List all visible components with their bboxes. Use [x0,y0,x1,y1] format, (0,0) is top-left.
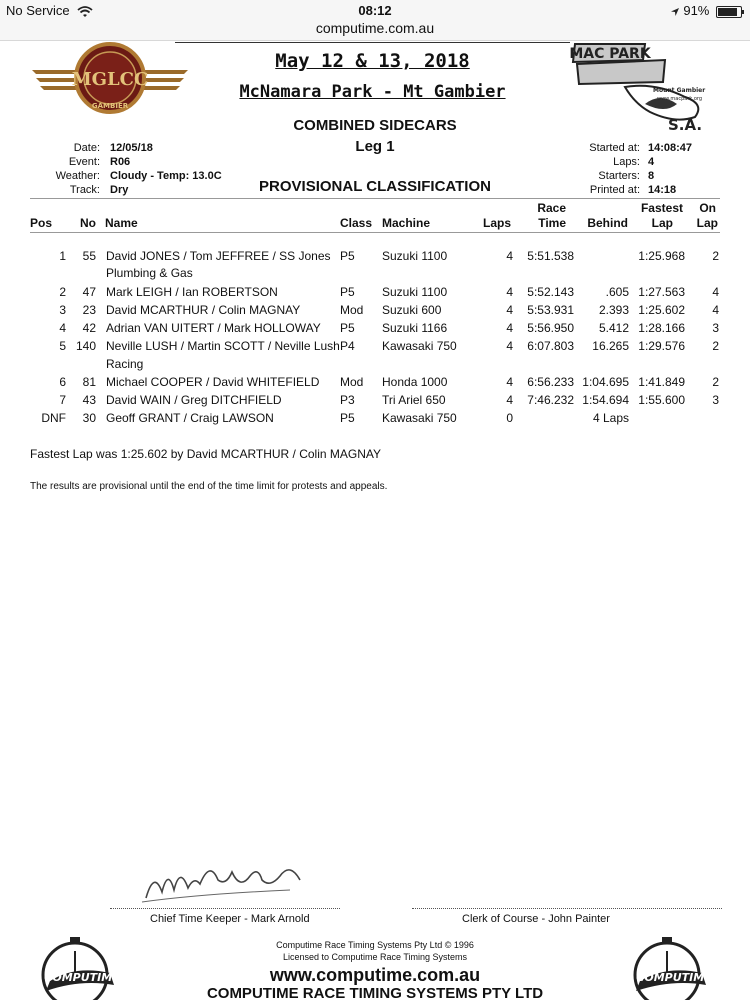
meta-value: 8 [648,170,655,182]
col-pos: Pos [30,216,53,230]
provisional-note: The results are provisional until the end of the time limit for protests and appeals. [30,481,388,492]
meta-label: Starters: [598,170,640,182]
svg-text:MGLCC: MGLCC [71,69,149,90]
cell-class: P4 [340,339,355,353]
col-on-top: On [699,201,716,215]
meta-value: 12/05/18 [110,142,153,154]
cell-name: Mark LEIGH / Ian ROBERTSON [106,285,278,299]
race-leg: Leg 1 [355,138,395,155]
copyright-text: Computime Race Timing Systems Pty Ltd © 1996 [276,940,474,950]
cell-no: 81 [82,375,96,389]
signature-line-left [110,908,340,909]
cell-laps: 4 [506,249,513,263]
cell-no: 43 [82,393,96,407]
meta-label: Printed at: [589,184,640,196]
cell-behind: 5.412 [598,321,629,335]
col-name: Name [105,216,138,230]
cell-on-lap: 2 [712,339,719,353]
cell-class: Mod [340,303,364,317]
event-date-title: May 12 & 13, 2018 [275,50,470,72]
col-race-top: Race [537,201,566,215]
mac-park-logo [565,42,725,132]
cell-machine: Kawasaki 750 [382,411,457,425]
meta-value: Cloudy - Temp: 13.0C [110,170,222,182]
cell-on-lap: 2 [712,249,719,263]
cell-race-time: 5:52.143 [527,285,574,299]
computime-logo-right [612,935,722,1000]
cell-class: P5 [340,285,355,299]
cell-race-time: 6:07.803 [527,339,574,353]
meta-value: 4 [648,156,655,168]
meta-label: Date: [73,142,100,154]
cell-laps: 4 [506,303,513,317]
cell-class: P3 [340,393,355,407]
fastest-lap-note: Fastest Lap was 1:25.602 by David MCARTHUR / Colin MAGNAY [30,447,382,461]
cell-pos: 3 [59,303,66,317]
svg-text:COMPUTIME: COMPUTIME [44,971,120,984]
meta-label: Event: [68,156,100,168]
cell-race-time: 5:56.950 [527,321,574,335]
cell-machine: Suzuki 1100 [382,285,448,299]
col-behind: Behind [587,216,628,230]
svg-text:MAC PARK: MAC PARK [569,46,651,62]
svg-text:www.macpark.org: www.macpark.org [657,96,703,102]
meta-value: R06 [110,156,131,168]
cell-laps: 4 [506,393,513,407]
cell-behind: 16.265 [592,339,629,353]
licensed-text: Licensed to Computime Race Timing Systems [282,952,468,962]
cell-fastest: 1:25.602 [638,303,685,317]
signature-image [140,850,310,910]
meta-label: Track: [69,184,100,196]
cell-machine: Suzuki 1100 [382,249,448,263]
cell-class: P5 [340,411,355,425]
cell-fastest: 1:25.968 [638,249,685,263]
cell-no: 30 [82,411,96,425]
header-rule [175,42,570,43]
svg-text:Mount Gambier: Mount Gambier [653,87,706,94]
cell-name: David JONES / Tom JEFFREE / SS Jones [106,249,331,263]
cell-on-lap: 4 [712,303,719,317]
cell-behind: 1:54.694 [582,393,629,407]
cell-no: 47 [82,285,96,299]
col-on-bottom: Lap [696,216,718,230]
meta-label: Laps: [613,156,640,168]
cell-no: 23 [82,303,96,317]
cell-no: 140 [75,339,96,353]
cell-class: P5 [340,321,355,335]
cell-machine: Tri Ariel 650 [382,393,446,407]
cell-no: 42 [82,321,96,335]
col-fastest-bottom: Lap [651,216,673,230]
signature-line-right [412,908,722,909]
cell-pos: 4 [59,321,66,335]
status-bar [0,0,750,41]
cell-name: Michael COOPER / David WHITEFIELD [106,375,320,389]
cell-pos: 6 [59,375,66,389]
cell-on-lap: 3 [712,393,719,407]
cell-race-time: 5:53.931 [527,303,574,317]
race-class: COMBINED SIDECARS [293,117,457,134]
chief-timekeeper-label: Chief Time Keeper - Mark Arnold [150,913,310,925]
col-fastest-top: Fastest [640,201,683,215]
cell-machine: Honda 1000 [382,375,448,389]
classification-title: PROVISIONAL CLASSIFICATION [259,178,491,195]
cell-name: David WAIN / Greg DITCHFIELD [106,393,282,407]
cell-no: 55 [82,249,96,263]
meta-label: Weather: [55,170,100,182]
cell-behind: 1:04.695 [582,375,629,389]
cell-laps: 4 [506,321,513,335]
cell-laps: 4 [506,339,513,353]
cell-fastest: 1:28.166 [638,321,685,335]
address-bar[interactable]: computime.com.au [315,20,435,36]
mglcc-logo [30,42,190,122]
battery-percent: 91% [683,3,710,18]
cell-fastest: 1:41.849 [638,375,685,389]
table-top-rule [30,198,720,199]
clerk-of-course-label: Clerk of Course - John Painter [462,913,610,925]
cell-behind: .605 [605,285,629,299]
cell-machine: Kawasaki 750 [382,339,457,353]
cell-pos: 1 [59,249,66,263]
location-arrow-icon [670,7,680,17]
cell-on-lap: 3 [712,321,719,335]
cell-class: P5 [340,249,355,263]
cell-name-cont: Plumbing & Gas [106,266,193,280]
cell-race-time: 6:56.233 [527,375,574,389]
col-machine: Machine [382,216,431,230]
cell-name-cont: Racing [106,357,144,371]
computime-logo-left [30,935,140,1000]
table-header-rule [30,232,720,233]
battery-status [670,3,742,18]
cell-behind: 4 Laps [592,411,629,425]
col-no: No [80,216,96,230]
cell-laps: 4 [506,375,513,389]
clock: 08:12 [358,3,392,18]
carrier-label: No Service [6,3,70,18]
cell-name: David MCARTHUR / Colin MAGNAY [106,303,301,317]
cell-name: Geoff GRANT / Craig LAWSON [106,411,274,425]
cell-machine: Suzuki 1166 [382,321,448,335]
col-race-bottom: Time [538,216,566,230]
cell-pos: 2 [59,285,66,299]
cell-race-time: 5:51.538 [527,249,574,263]
cell-machine: Suzuki 600 [382,303,442,317]
svg-text:GAMBIER: GAMBIER [91,102,129,110]
svg-text:S.A.: S.A. [667,116,703,132]
cell-pos: DNF [41,411,66,425]
website-link[interactable]: www.computime.com.au [269,965,481,985]
cell-race-time: 7:46.232 [527,393,574,407]
meta-value: 14:08:47 [648,142,693,154]
cell-on-lap: 2 [712,375,719,389]
cell-on-lap: 4 [712,285,719,299]
cell-laps: 4 [506,285,513,299]
cell-fastest: 1:55.600 [638,393,685,407]
cell-name: Neville LUSH / Martin SCOTT / Neville Lush [106,339,340,353]
svg-text:COMPUTIME: COMPUTIME [636,971,712,984]
venue-title: McNamara Park - Mt Gambier [239,82,506,102]
cell-pos: 5 [59,339,66,353]
company-name: COMPUTIME RACE TIMING SYSTEMS PTY LTD [206,985,544,1002]
cell-class: Mod [340,375,364,389]
cell-name: Adrian VAN UITERT / Mark HOLLOWAY [106,321,321,335]
cell-fastest: 1:29.576 [638,339,685,353]
cell-laps: 0 [506,411,513,425]
meta-value: 14:18 [648,184,677,196]
meta-value: Dry [110,184,129,196]
col-class: Class [340,216,373,230]
cell-fastest: 1:27.563 [638,285,685,299]
battery-icon [716,6,742,18]
cell-behind: 2.393 [598,303,629,317]
col-laps: Laps [482,216,511,230]
cell-pos: 7 [59,393,66,407]
meta-label: Started at: [589,142,640,154]
